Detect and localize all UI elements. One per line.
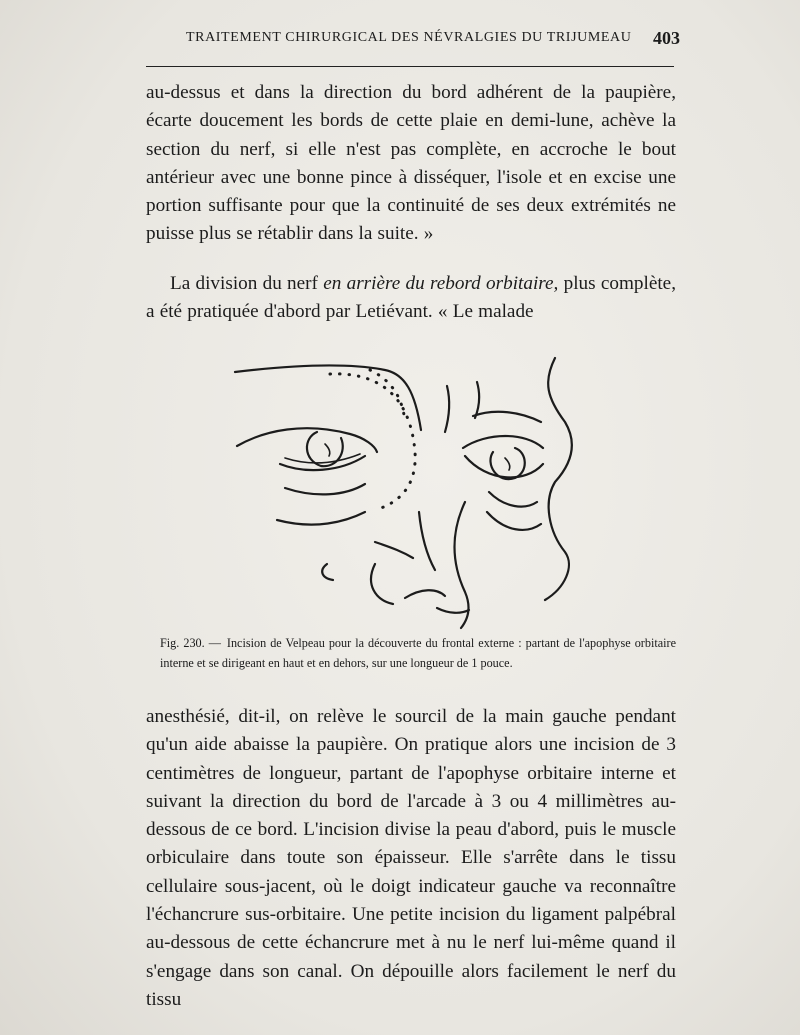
right-lower-lid bbox=[465, 456, 543, 477]
left-cheek-line-2 bbox=[277, 512, 365, 525]
paragraph-2-italic: en arrière du rebord orbitaire, bbox=[323, 273, 559, 294]
paragraph-3: anesthésié, dit-il, on relève le sourcil de la main gauche pendant qu'un aide abaisse la paupière. On pratique alors une incision de 3 centimètres de longueur, partant de l'apophyse orbitaire interne et suivant la direction du bord de l'arcade à 3 ou 4 millimètres au-dessous de ce bord. L'incision divise la peau d'abord, puis le muscle orbiculaire dans toute son épaisseur. Elle s'arrête dans le tissu cellulaire sous-jacent, où le doigt indicateur gauche va reconnaître l'échancrure sus-orbitaire. Une petite incision du ligament palpébral au-dessous de cette échancrure met à nu le nerf lui-même quand il s'engage dans son canal. On dépouille alors facilement le nerf du tissu bbox=[146, 706, 676, 1010]
paragraph-2-start: La division du nerf bbox=[170, 273, 324, 294]
figure-caption-text: Incision de Velpeau pour la découverte du frontal externe : partant de l'apophyse orbitaire interne et se dirigeant en haut et en dehors, sur une longueur de 1 pouce. bbox=[160, 636, 676, 670]
right-iris bbox=[490, 448, 524, 479]
nose-side-line bbox=[419, 512, 435, 570]
lip-curve-left bbox=[371, 564, 393, 604]
right-pupil-mark bbox=[505, 458, 510, 470]
page-number: 403 bbox=[653, 28, 680, 48]
figure-caption bbox=[160, 634, 676, 673]
paragraph-2 bbox=[146, 270, 676, 327]
cheek-contour bbox=[455, 502, 469, 628]
paragraph-1: au-dessus et dans la direction du bord adhérent de la paupière, écarte doucement les bords de cette plaie en demi-lune, achève la section du nerf, si elle n'est pas complète, en accroche le bout antérieur avec une bonne pince à disséquer, l'isole et en excise une portion suffisante pour que la continuité de ses deux extrémités ne puisse plus se rétablir dans la suite. » bbox=[146, 82, 676, 245]
figure-230-illustration bbox=[225, 352, 605, 630]
header-rule bbox=[146, 66, 674, 67]
right-brow bbox=[473, 412, 541, 422]
right-eye-bag-2 bbox=[487, 512, 541, 530]
left-lid-crease bbox=[285, 454, 360, 463]
running-title: TRAITEMENT CHIRURGICAL DES NÉVRALGIES DU TRIJUMEAU bbox=[186, 30, 632, 45]
mouth-corner bbox=[437, 608, 469, 613]
face-incision-drawing bbox=[225, 352, 605, 630]
figure-label: Fig. 230. — bbox=[160, 636, 221, 650]
nasal-fold bbox=[375, 542, 413, 558]
right-eye-bag-1 bbox=[489, 492, 537, 507]
right-face-contour bbox=[545, 358, 572, 600]
page-header bbox=[186, 28, 680, 56]
left-brow-line bbox=[235, 366, 421, 430]
nose-bridge-right bbox=[475, 382, 479, 418]
paragraph-2-end: plus complète, a été pratiquée d'abord par Letiévant. « Le malade bbox=[146, 273, 676, 323]
left-pupil-mark bbox=[325, 444, 330, 456]
nose-bridge-left bbox=[445, 386, 449, 432]
right-nostril bbox=[405, 590, 445, 598]
left-nostril bbox=[322, 564, 333, 580]
right-upper-lid bbox=[463, 436, 543, 448]
left-cheek-line-1 bbox=[285, 484, 365, 494]
